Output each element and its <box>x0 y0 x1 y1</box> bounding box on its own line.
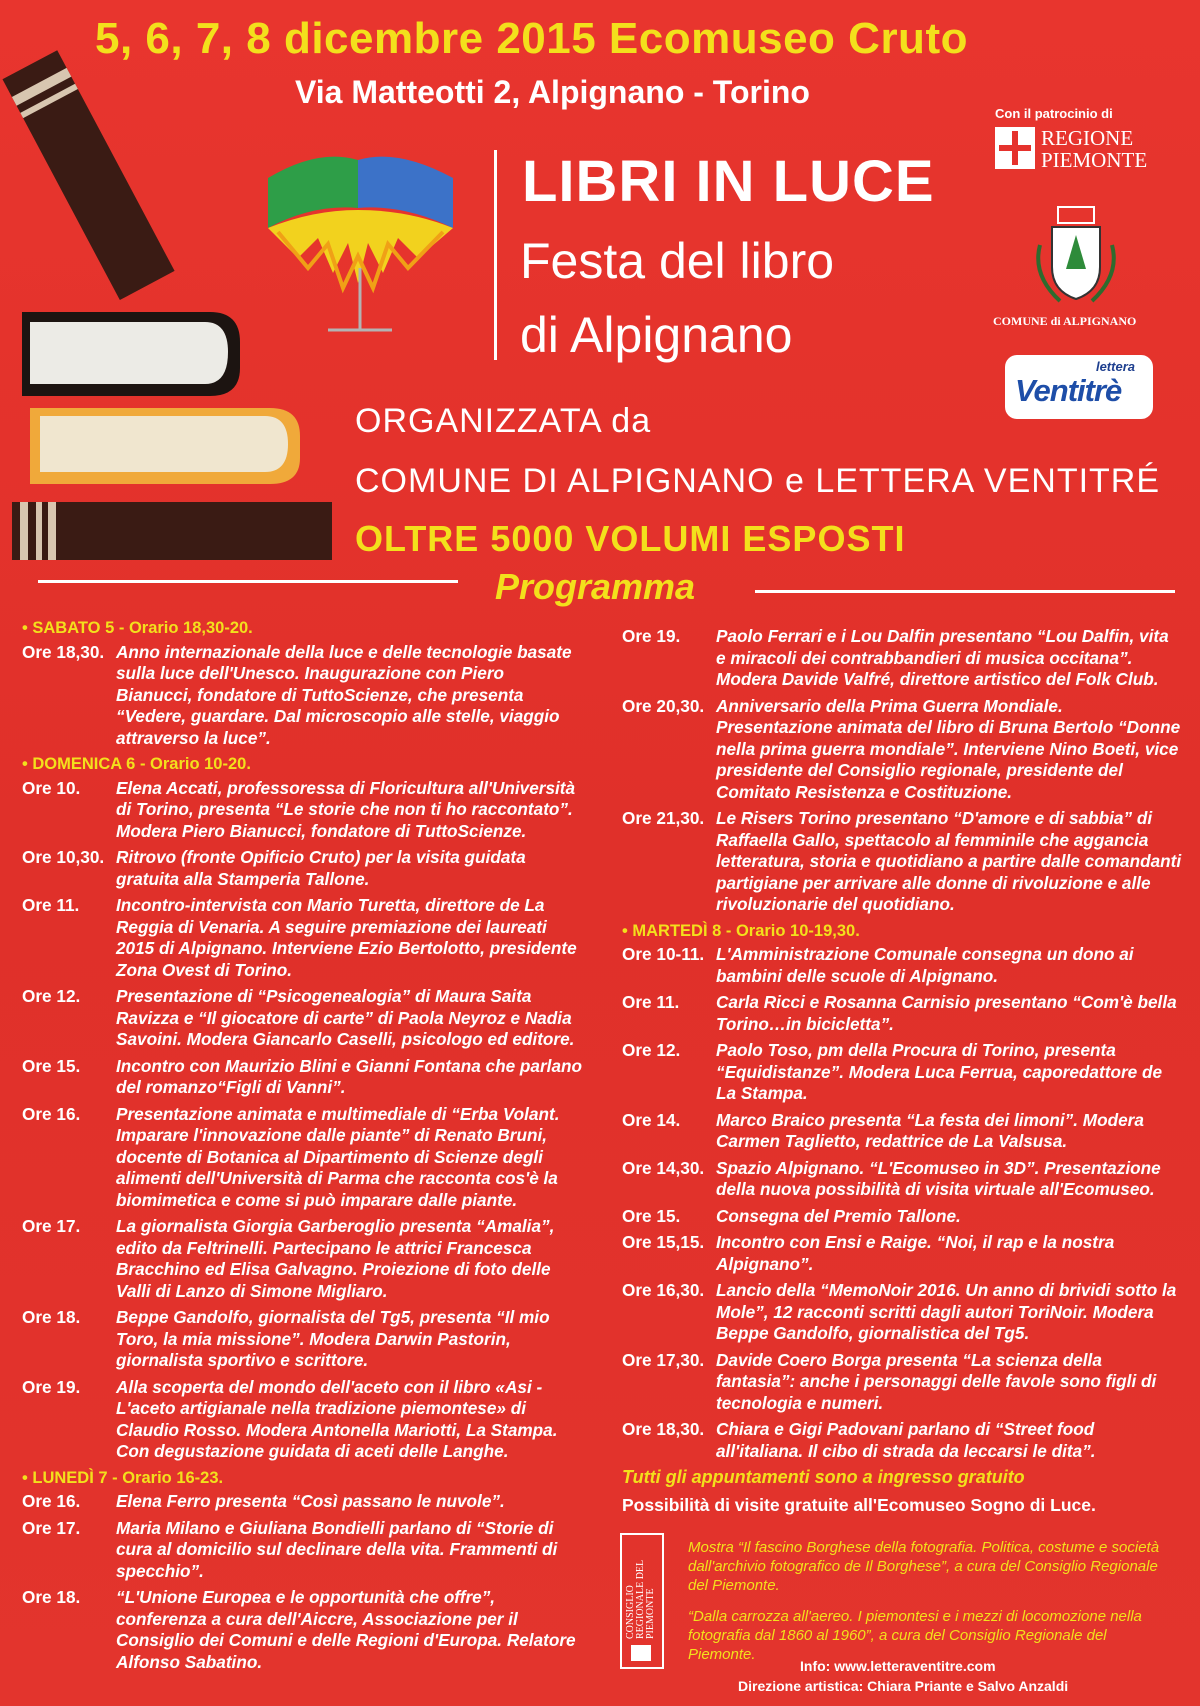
event-item <box>622 1158 1182 1201</box>
event-desc: La giornalista Giorgia Garberoglio presenta “Amalia”, edito da Feltrinelli. Partecipano le attrici Francesca Bracchino ed Elisa Galvagno. Proiezione di foto delle Valli di Lanzo di Simone Migliaro. <box>116 1216 555 1301</box>
event-time: Ore 12. <box>622 1040 681 1060</box>
event-desc: Maria Milano e Giuliana Bondielli parlano di “Storie di cura al domicilio sul declinare della vita. Frammenti di specchio”. <box>116 1517 558 1581</box>
title-divider <box>494 150 497 360</box>
regione-flag-icon <box>995 127 1035 169</box>
event-desc: Paolo Toso, pm della Procura di Torino, presenta “Equidistanze”. Modera Luca Ferrua, caporedattore de La Stampa. <box>716 1040 1163 1103</box>
ventitre-label: Ventitrè <box>1015 373 1122 408</box>
program-left-column <box>22 614 582 1678</box>
event-item <box>22 986 582 1051</box>
consiglio-regionale-logo <box>620 1533 664 1669</box>
event-desc: Alla scoperta del mondo dell'aceto con il libro «Asi - L'aceto artigianale nella tradizione piemontese» di Claudio Rosso. Modera Antonella Mariotti, La Stampa. Con degustazione guidata di aceti delle Langhe. <box>116 1376 558 1461</box>
consiglio-label: CONSIGLIO REGIONALE DEL PIEMONTE <box>625 1560 656 1639</box>
organized-by: ORGANIZZATA da <box>355 402 652 440</box>
event-desc: Incontro-intervista con Mario Turetta, direttore de La Reggia di Venaria. A seguire premiazione dei laureati 2015 di Alpignano. Interviene Ezio Bertolotto, presidente Zona Ovest di Torino. <box>116 895 577 980</box>
event-time: Ore 12. <box>22 986 81 1006</box>
event-item <box>622 1419 1182 1462</box>
event-item <box>22 1491 582 1513</box>
event-desc: Spazio Alpignano. “L'Ecomuseo in 3D”. Presentazione della nuova possibilità di visita virtuale all'Ecomuseo. <box>716 1157 1161 1199</box>
event-desc: Chiara e Gigi Padovani parlano di “Street food all'italiana. Il cibo di strada da leccarsi le dita”. <box>716 1419 1096 1461</box>
event-desc: Anno internazionale della luce e delle tecnologie basate sulla luce dell'Unesco. Inaugurazione con Piero Bianucci, fondatore di TuttoScienze, che presenta “Vedere, guardare. Dal microscopio alle stelle, viaggio attraverso la luce”. <box>116 641 572 748</box>
lettera-ventitre-logo <box>1005 355 1153 419</box>
event-item <box>22 642 582 750</box>
divider-left <box>38 580 458 583</box>
event-time: Ore 19. <box>622 626 681 646</box>
event-item <box>622 626 1182 691</box>
event-item <box>622 1206 1182 1228</box>
day-heading-domenica: • DOMENICA 6 - Orario 10-20. <box>22 754 582 776</box>
event-time: Ore 11. <box>22 895 80 915</box>
book-top <box>22 312 240 396</box>
program-title: Programma <box>495 566 696 607</box>
event-desc: Incontro con Ensi e Raige. “Noi, il rap e la nostra Alpignano”. <box>716 1232 1115 1274</box>
divider-right <box>755 590 1175 593</box>
consiglio-flag-icon <box>631 1645 651 1661</box>
event-desc: Presentazione di “Psicogenealogia” di Maura Saita Ravizza e “Il giocatore di carte” di Paola Neyroz e Nadia Savoini. Modera Giancarlo Caselli, psicologo ed editore. <box>116 986 575 1049</box>
event-item <box>622 1110 1182 1153</box>
event-time: Ore 14. <box>622 1109 681 1130</box>
event-desc: Incontro con Maurizio Blini e Gianni Fontana che parlano del romanzo“Figli di Vanni”. <box>116 1055 583 1097</box>
event-dates: 5, 6, 7, 8 dicembre 2015 Ecomuseo Cruto <box>95 14 968 63</box>
event-time: Ore 10,30. <box>22 847 105 867</box>
event-item <box>22 1307 582 1372</box>
event-desc: Anniversario della Prima Guerra Mondiale. Presentazione animata del libro di Bruna Bertolo “Donne nella prima guerra mondiale”. Interviene Nino Boeti, vice presidente del Consiglio regionale, presidente del Comitato Resistenza e Costituzione. <box>716 695 1181 802</box>
event-desc: Davide Coero Borga presenta “La scienza della fantasia”: anche i personaggi delle favole sono figli di tecnologia e numeri. <box>716 1349 1157 1413</box>
leaning-book <box>2 50 174 300</box>
event-time: Ore 10. <box>22 777 81 798</box>
event-desc: Le Risers Torino presentano “D'amore e di sabbia” di Raffaella Gallo, spettacolo al femminile che aggancia letteratura, storia e quotidiano a partire dalle comandanti partigiane per arrivare alle donne di rivoluzione e alle rivoluzionarie del quotidiano. <box>716 808 1182 914</box>
day-heading-martedi: • MARTEDÌ 8 - Orario 10-19,30. <box>622 921 1182 943</box>
event-desc: Carla Ricci e Rosanna Carnisio presentano “Com'è bella Torino…in bicicletta”. <box>716 992 1177 1034</box>
event-time: Ore 18,30. <box>622 1419 705 1439</box>
event-desc: Lancio della “MemoNoir 2016. Un anno di brividi sotto la Mole”, 12 racconti scritti dagli autori ToriNoir. Modera Beppe Gandolfo, giornalistica del Tg5. <box>716 1280 1177 1343</box>
event-desc: Paolo Ferrari e i Lou Dalfin presentano “Lou Dalfin, vita e miracoli dei contrabbandieri di musica occitana”. Modera Davide Valfré, direttore artistico del Folk Club. <box>716 626 1169 689</box>
event-time: Ore 17,30. <box>622 1349 705 1370</box>
festival-title: LIBRI IN LUCE <box>522 149 935 214</box>
comune-label: COMUNE di ALPIGNANO <box>993 314 1137 328</box>
open-book-logo-icon <box>258 148 468 338</box>
exhibitions <box>688 1538 1168 1676</box>
event-desc: Beppe Gandolfo, giornalista del Tg5, presenta “Il mio Toro, la mia missione”. Modera Darwin Pastorin, giornalista sportivo e scrittore. <box>116 1307 550 1370</box>
event-item <box>22 778 582 843</box>
organizers: COMUNE DI ALPIGNANO e LETTERA VENTITRÉ <box>355 462 1161 500</box>
event-item <box>22 1104 582 1212</box>
patrocinio-label: Con il patrocinio di <box>995 106 1113 121</box>
event-desc: Presentazione animata e multimediale di “Erba Volant. Imparare l'innovazione dalle piante” di Renato Bruni, docente di Botanica al Dipartimento di Scienze degli alimenti dell'Università di Parma che racconta cos'è la biomimetica e come si può imparare dalle piante. <box>116 1103 560 1210</box>
event-item <box>622 944 1182 987</box>
event-item <box>622 1232 1182 1275</box>
event-time: Ore 14,30. <box>622 1157 705 1178</box>
volumes-highlight: OLTRE 5000 VOLUMI ESPOSTI <box>355 518 906 559</box>
event-time: Ore 17. <box>22 1216 81 1236</box>
event-item <box>22 1377 582 1463</box>
event-address: Via Matteotti 2, Alpignano - Torino <box>295 74 810 110</box>
event-item <box>622 1040 1182 1105</box>
regione-text-2: PIEMONTE <box>1041 148 1148 172</box>
event-item <box>622 696 1182 804</box>
event-time: Ore 18. <box>22 1587 81 1607</box>
event-time: Ore 21,30. <box>622 808 705 828</box>
regione-piemonte-logo <box>995 125 1170 173</box>
event-item <box>22 1518 582 1583</box>
regione-text-1: REGIONE <box>1041 126 1134 150</box>
event-time: Ore 15,15. <box>622 1232 705 1252</box>
artistic-direction: Direzione artistica: Chiara Priante e Salvo Anzaldi <box>738 1678 1069 1694</box>
event-desc: Marco Braico presenta “La festa dei limoni”. Modera Carmen Taglietto, redattrice de La Valsusa. <box>716 1109 1144 1151</box>
event-item <box>22 895 582 981</box>
event-item <box>22 1587 582 1673</box>
event-time: Ore 19. <box>22 1376 81 1397</box>
event-item <box>622 1280 1182 1345</box>
event-desc: Elena Accati, professoressa di Floricultura all'Università di Torino, presenta “Le storie che non ti ho raccontato”. Modera Piero Bianucci, fondatore di TuttoScienze. <box>116 777 576 841</box>
event-item <box>22 1056 582 1099</box>
event-time: Ore 16. <box>22 1491 81 1511</box>
event-item <box>22 847 582 890</box>
event-time: Ore 16,30. <box>622 1280 705 1300</box>
day-heading-sabato: • SABATO 5 - Orario 18,30-20. <box>22 618 582 640</box>
book-bottom <box>12 502 332 560</box>
info-website: Info: www.letteraventitre.com <box>800 1658 996 1674</box>
event-time: Ore 11. <box>622 992 680 1012</box>
event-desc: Elena Ferro presenta “Così passano le nuvole”. <box>116 1491 505 1511</box>
event-time: Ore 18,30. <box>22 641 105 662</box>
event-item <box>622 808 1182 916</box>
event-time: Ore 16. <box>22 1103 81 1124</box>
event-desc: L'Amministrazione Comunale consegna un dono ai bambini delle scuole di Alpignano. <box>716 944 1134 986</box>
event-time: Ore 15. <box>622 1205 681 1226</box>
event-desc: “L'Unione Europea e le opportunità che offre”, conferenza a cura dell'Aiccre, Associazione per il Consiglio dei Comuni e delle Regioni d'Europa. Relatore Alfonso Sabatino. <box>116 1587 576 1672</box>
exhibition-2: “Dalla carrozza all'aereo. I piemontesi e i mezzi di locomozione nella fotografia dal 1860 al 1960”, a cura del Consiglio Regionale del Piemonte. <box>688 1608 1142 1663</box>
comune-crest-icon <box>1030 205 1122 307</box>
exhibition-1: Mostra “Il fascino Borghese della fotografia. Politica, costume e società dall'archivio fotografico de Il Borghese”, a cura del Consiglio Regionale del Piemonte. <box>688 1539 1160 1594</box>
event-time: Ore 15. <box>22 1055 81 1076</box>
program-right-column <box>622 626 1182 1516</box>
visits-note: Possibilità di visite gratuite all'Ecomuseo Sogno di Luce. <box>622 1494 1096 1515</box>
festival-subtitle-2: di Alpignano <box>520 307 793 363</box>
day-heading-lunedi: • LUNEDÌ 7 - Orario 16-23. <box>22 1468 582 1490</box>
event-item <box>622 992 1182 1035</box>
event-desc: Ritrovo (fronte Opificio Cruto) per la visita guidata gratuita alla Stamperia Tallone. <box>116 847 526 889</box>
event-time: Ore 10-11. <box>622 944 705 964</box>
festival-subtitle: Festa del libro <box>520 233 835 289</box>
event-desc: Consegna del Premio Tallone. <box>716 1205 961 1226</box>
event-time: Ore 17. <box>22 1517 81 1538</box>
event-time: Ore 18. <box>22 1307 81 1327</box>
event-item <box>22 1216 582 1302</box>
lettera-label: lettera <box>1095 359 1135 374</box>
event-time: Ore 20,30. <box>622 695 705 716</box>
book-middle <box>30 408 300 484</box>
event-item <box>622 1350 1182 1415</box>
free-entry-note: Tutti gli appuntamenti sono a ingresso gratuito <box>622 1467 1025 1487</box>
